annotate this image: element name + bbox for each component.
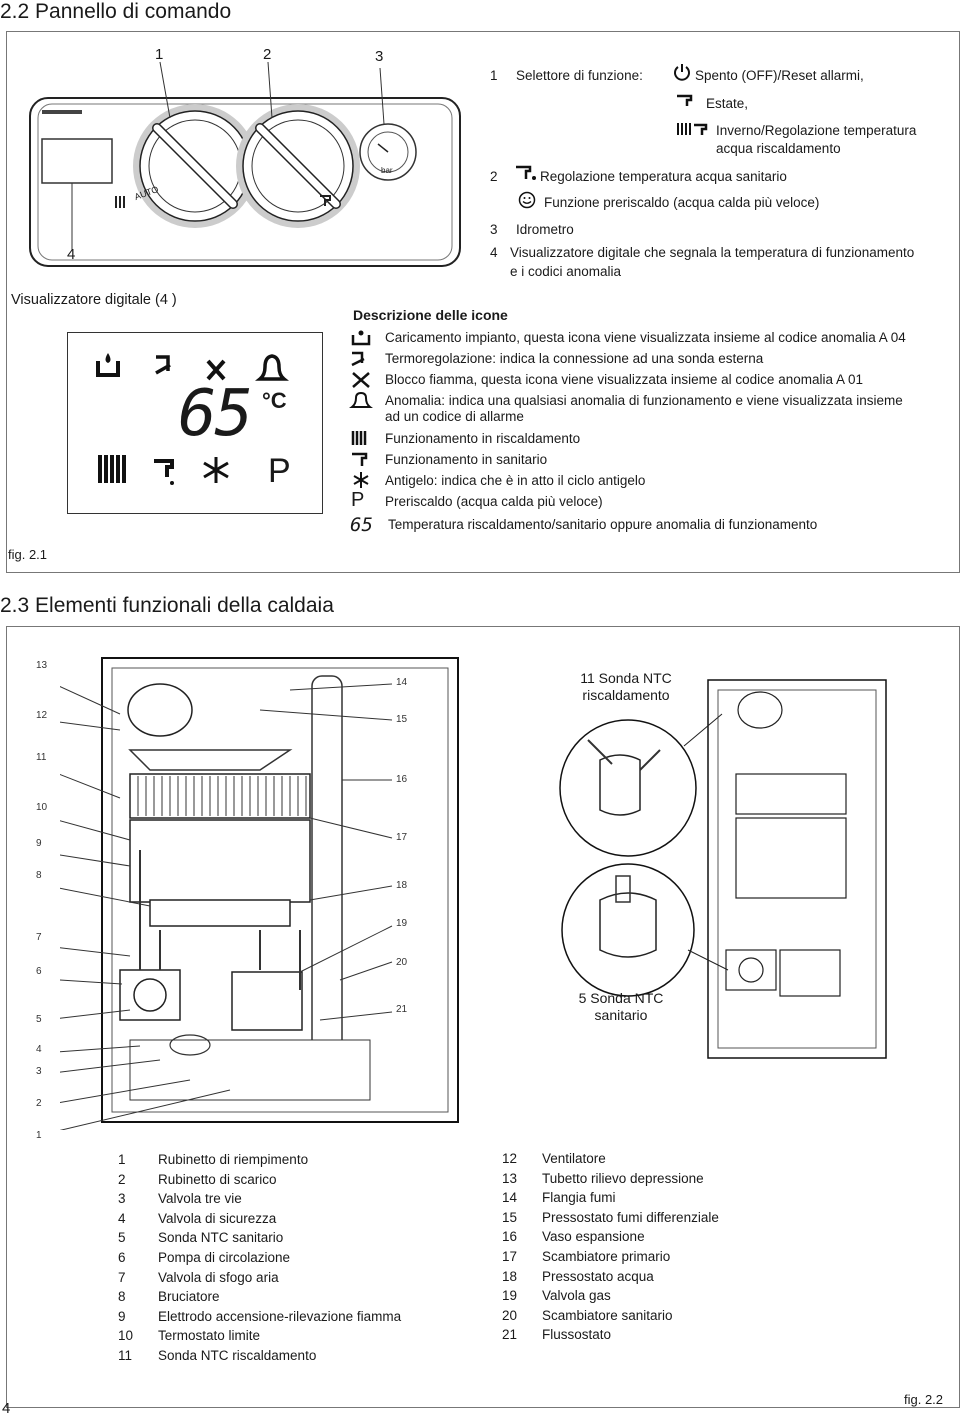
panel-num-2: 2 [263,46,272,63]
flame-block-icon [349,371,373,389]
panel-num-3: 3 [375,48,384,65]
control-panel-drawing [20,40,470,270]
part-number: 1 [118,1152,126,1167]
part-number: 9 [118,1308,126,1324]
parts-list-item [118,1250,290,1265]
part-label: Flangia fumi [542,1190,616,1206]
parts-list-item [502,1210,719,1225]
part-number: 11 [118,1348,133,1363]
part-label: Pressostato acqua [542,1268,654,1284]
section-title-2-2: 2.2 Pannello di comando [0,0,232,23]
callout-ntc-riscaldamento: 11 Sonda NTC riscaldamento [580,670,672,703]
part-label: Termostato limite [158,1328,261,1344]
fig-2-2-label: fig. 2.2 [904,1392,944,1407]
section-title-2-3: 2.3 Elementi funzionali della caldaia [0,594,334,617]
gauge-bar-label: bar [381,166,393,175]
part-number: 16 [502,1229,518,1245]
part-label: Pressostato fumi differenziale [542,1209,719,1225]
part-label: Tubetto rilievo depressione [542,1170,704,1186]
sanitary-tap-icon [349,450,373,468]
bell-icon [349,392,373,410]
callout-number: 10 [36,802,48,813]
icon-desc-9: Temperatura riscaldamento/sanitario oppure anomalia di funzionamento [388,517,818,532]
legend-text-2b: Funzione preriscaldo (acqua calda più veloce) [544,195,820,210]
legend-text-1d: acqua riscaldamento [716,141,841,156]
parts-list-item [118,1230,283,1245]
display-unit: °C [262,388,287,413]
callout-number: 6 [36,966,42,977]
callout-number: 20 [396,957,408,968]
tap-thermo-icon [514,163,538,183]
callout-number: 4 [36,1044,42,1055]
parts-list-item [118,1309,401,1324]
part-number: 15 [502,1209,518,1225]
part-number: 19 [502,1288,518,1304]
tap-icon [675,92,697,108]
part-number: 18 [502,1268,518,1284]
parts-list-item [502,1151,606,1166]
part-label: Ventilatore [542,1151,606,1166]
part-label: Scambiatore sanitario [542,1307,673,1323]
parts-list-item [118,1191,242,1206]
parts-list-item [502,1327,611,1342]
part-number: 10 [118,1328,134,1344]
callout-number: 21 [396,1004,408,1015]
part-number: 13 [502,1170,518,1186]
parts-list-item [118,1328,260,1343]
legend-num-3: 3 [490,222,498,237]
legend-text-1c: Inverno/Regolazione temperatura [716,123,917,138]
callout-number: 18 [396,880,408,891]
parts-list-item [502,1229,645,1244]
fill-icon [349,328,373,346]
parts-list-item [502,1269,654,1284]
callout-number: 14 [396,677,408,688]
parts-list-item [502,1249,670,1264]
icon-desc-3: Blocco fiamma, questa icona viene visualizzata insieme al codice anomalia A 01 [385,372,864,387]
panel-num-1: 1 [155,46,164,63]
callout-number: 2 [36,1098,42,1109]
icon-desc-5: Funzionamento in riscaldamento [385,431,581,446]
callout-number: 13 [36,660,48,671]
part-label: Bruciatore [158,1289,220,1305]
parts-list-item [118,1348,316,1363]
part-number: 20 [502,1307,518,1323]
page-number: 4 [2,1400,11,1417]
callout-number: 5 [36,1014,42,1025]
icon-desc-6: Funzionamento in sanitario [385,452,548,467]
part-label: Valvola di sfogo aria [158,1269,279,1285]
parts-list-item [502,1171,704,1186]
part-label: Elettrodo accensione-rilevazione fiamma [158,1308,402,1324]
icon-desc-2: Termoregolazione: indica la connessione ad una sonda esterna [385,351,764,366]
part-label: Valvola gas [542,1288,611,1304]
part-label: Pompa di circolazione [158,1250,291,1265]
part-number: 7 [118,1269,126,1285]
fig-2-1-label: fig. 2.1 [8,547,48,562]
preheat-p-icon: P [351,489,365,511]
parts-list-item [118,1211,276,1226]
part-label: Valvola tre vie [158,1191,242,1207]
legend-num-4: 4 [490,245,498,260]
icon-desc-4b: ad un codice di allarme [385,409,524,424]
callout-number: 16 [396,774,408,785]
part-label: Sonda NTC sanitario [158,1230,284,1246]
boiler-drawing [60,650,950,1130]
callout-number: 1 [36,1130,42,1141]
part-number: 2 [118,1171,126,1187]
temp-65-icon: 65 [350,514,373,536]
display-value: 65 [178,377,252,451]
radiator-tap-icon [676,121,712,137]
legend-text-1a: Spento (OFF)/Reset allarmi, [695,68,864,83]
icon-desc-8: Preriscaldo (acqua calda più veloce) [385,494,603,509]
callout-number: 12 [36,710,48,721]
legend-text-1: Selettore di funzione: [516,68,643,83]
part-label: Flussostato [542,1327,612,1343]
part-number: 6 [118,1250,126,1265]
part-label: Valvola di sicurezza [158,1210,277,1226]
parts-list-item [118,1289,220,1304]
part-label: Vaso espansione [542,1229,645,1245]
part-number: 8 [118,1289,126,1305]
legend-text-2: Regolazione temperatura acqua sanitario [540,169,787,184]
parts-list-item [118,1172,277,1187]
part-number: 4 [118,1210,126,1226]
part-number: 21 [502,1327,518,1343]
display-title: Visualizzatore digitale (4 ) [11,292,177,308]
icon-desc-7: Antigelo: indica che è in atto il ciclo antigelo [385,473,646,488]
callout-number: 17 [396,832,408,843]
part-label: Sonda NTC riscaldamento [158,1348,317,1363]
callout-number: 11 [36,752,47,763]
legend-text-4: Visualizzatore digitale che segnala la temperatura di funzionamento [510,245,915,260]
callout-number: 7 [36,932,42,943]
part-label: Rubinetto di riempimento [158,1152,309,1167]
parts-list-item [118,1270,279,1285]
radiator-icon [349,429,373,447]
callout-number: 3 [36,1066,42,1077]
part-label: Scambiatore primario [542,1249,671,1264]
panel-num-4: 4 [67,246,76,263]
display-p: P [268,452,291,490]
power-icon [673,63,691,81]
legend-text-1b: Estate, [706,96,749,111]
icons-title: Descrizione delle icone [353,307,508,323]
parts-list-item [502,1190,616,1205]
legend-text-4b: e i codici anomalia [510,264,622,279]
parts-list-item [118,1152,308,1167]
part-number: 12 [502,1151,518,1166]
part-number: 3 [118,1191,126,1207]
callout-ntc-sanitario: 5 Sonda NTC sanitario [578,990,664,1023]
callout-number: 19 [396,918,408,929]
part-label: Rubinetto di scarico [158,1171,277,1187]
smiley-icon [518,191,536,209]
parts-list-item [502,1308,673,1323]
parts-list-item [502,1288,611,1303]
callout-number: 15 [396,714,408,725]
knob-auto-label: AUTO [133,184,160,202]
legend-num-1: 1 [490,68,498,83]
thermoregulation-icon [349,350,373,368]
icon-desc-1: Caricamento impianto, questa icona viene visualizzata insieme al codice anomalia A 04 [385,330,906,345]
snowflake-icon [349,471,373,489]
part-number: 17 [502,1249,518,1264]
part-number: 14 [502,1190,518,1206]
callout-number: 9 [36,838,42,849]
legend-num-2: 2 [490,169,498,184]
part-number: 5 [118,1230,126,1246]
legend-text-3: Idrometro [516,222,574,237]
icon-desc-4: Anomalia: indica una qualsiasi anomalia di funzionamento e viene visualizzata insieme [385,393,903,408]
callout-number: 8 [36,870,42,881]
